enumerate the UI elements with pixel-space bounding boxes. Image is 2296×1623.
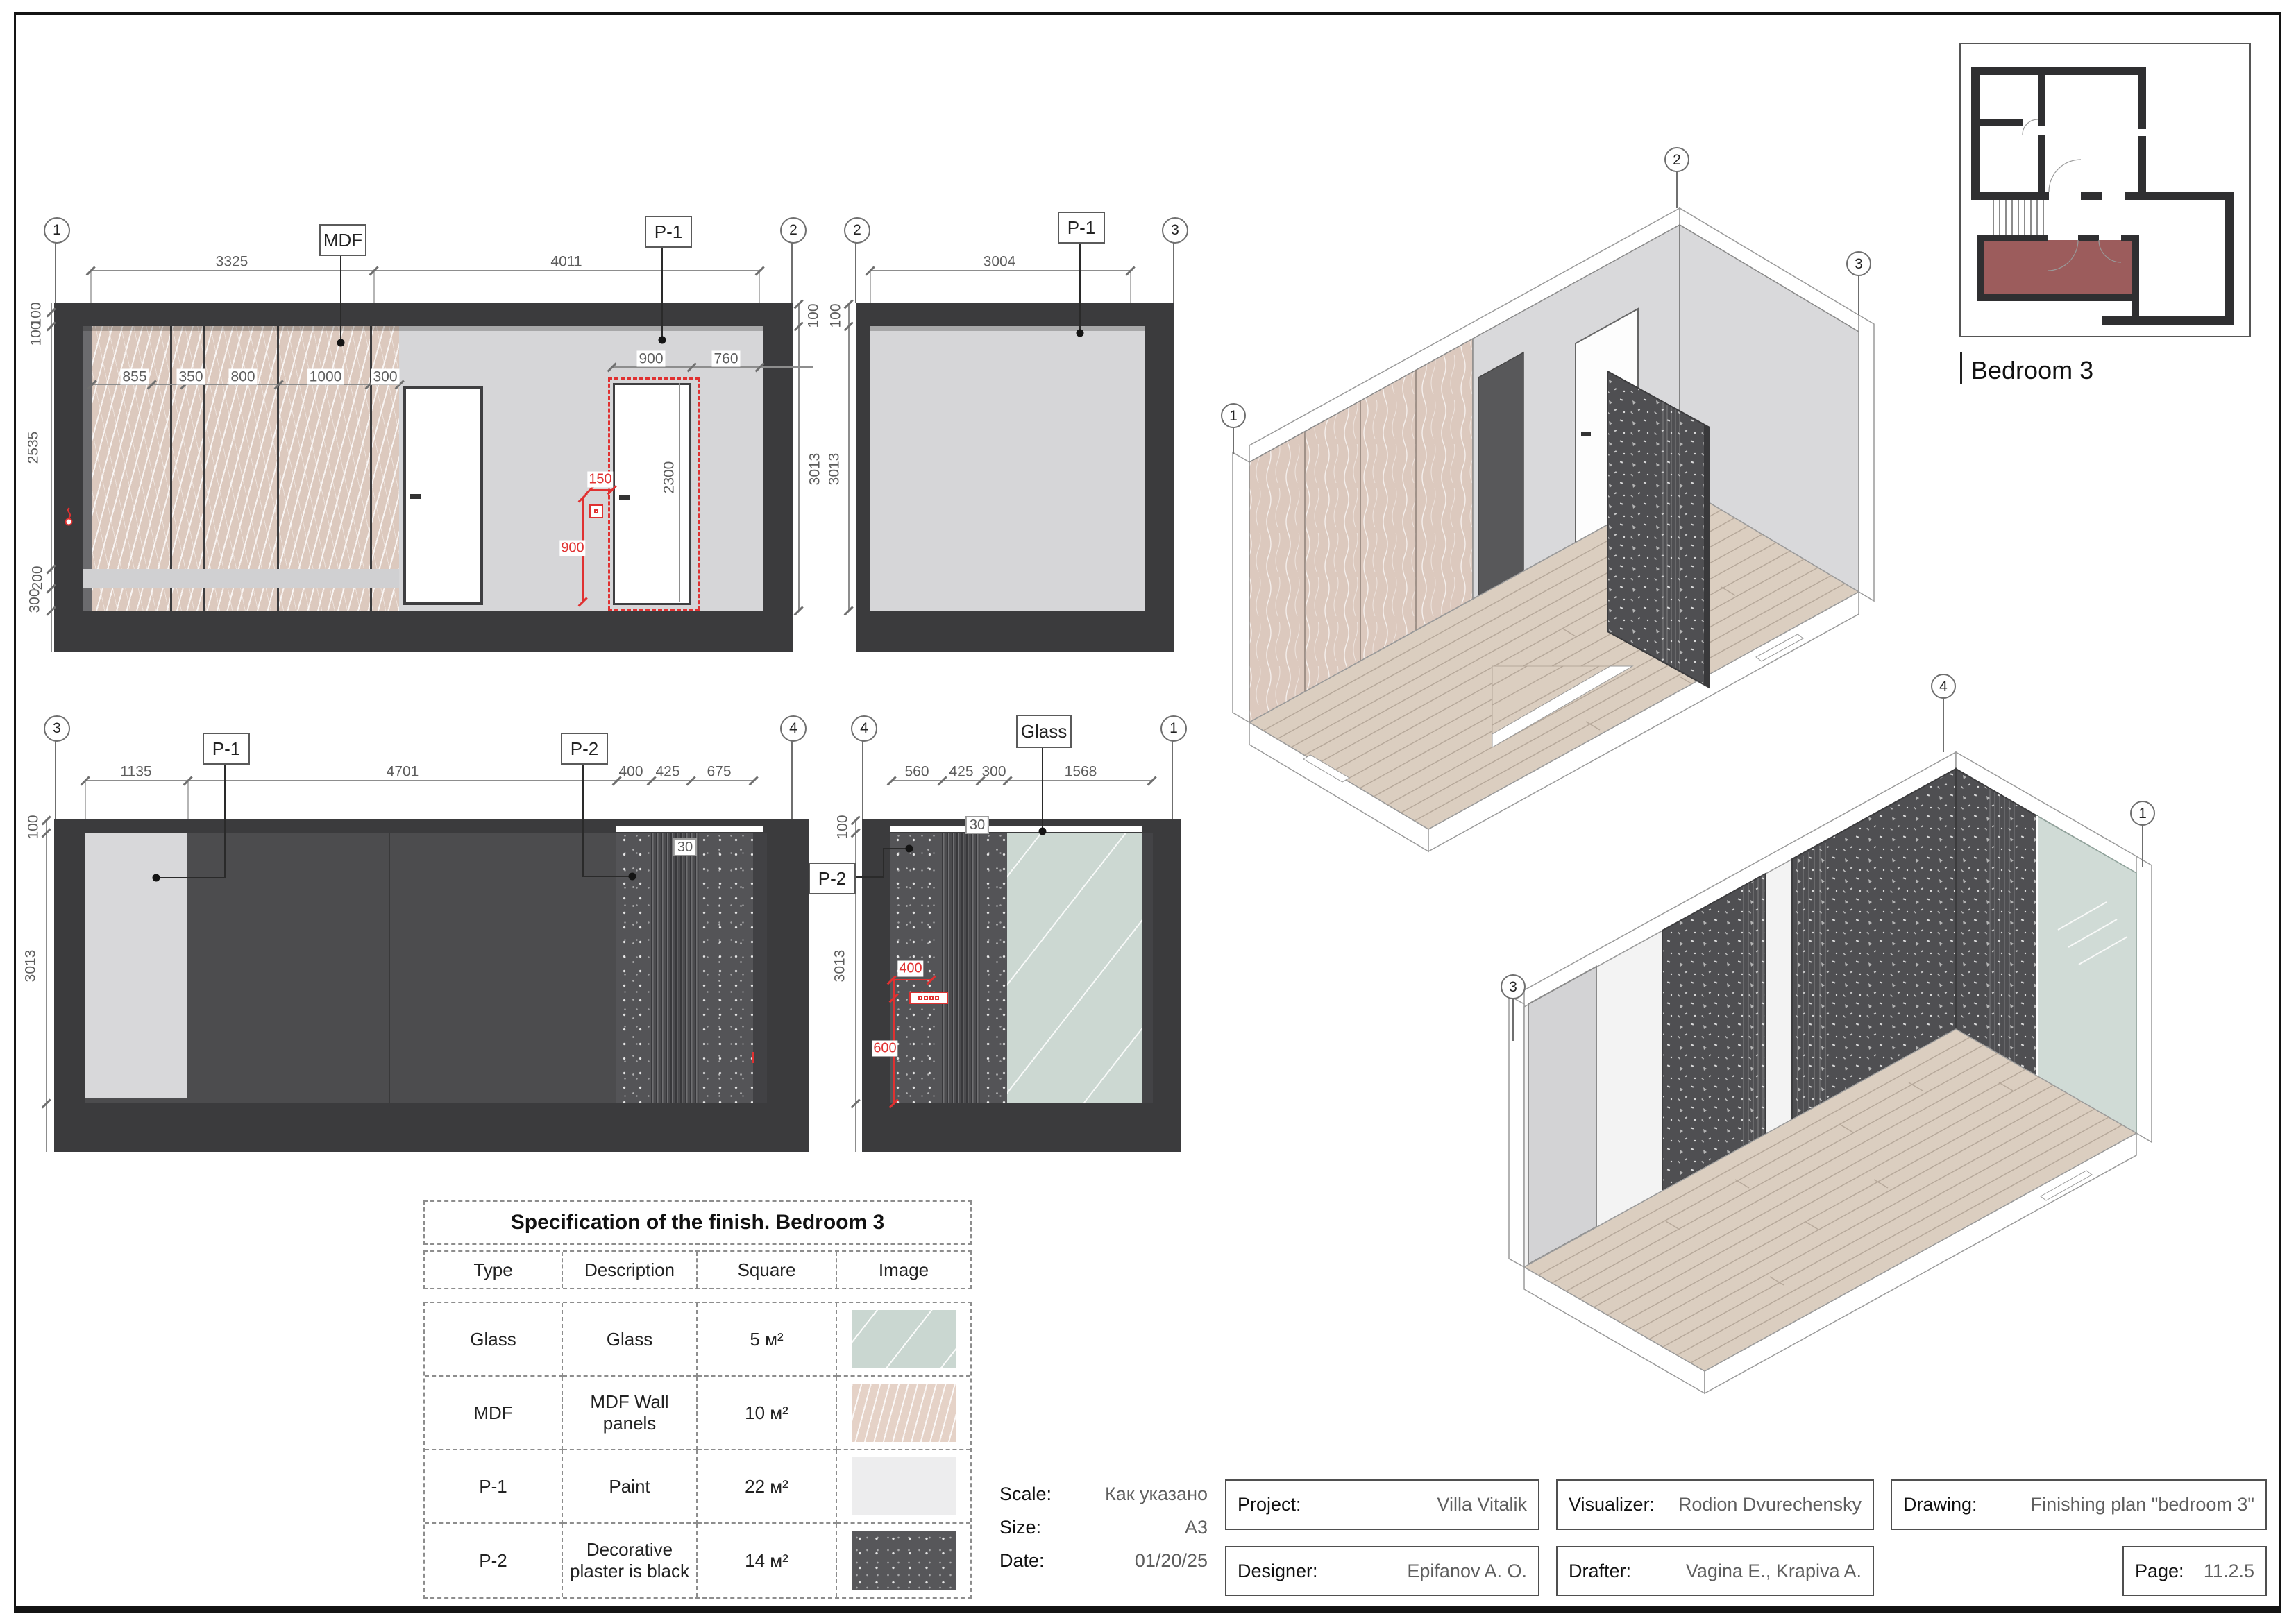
ext-line [187,782,189,819]
iso-plaster-corner [1956,769,2037,1076]
red-dim-label: 900 [561,540,584,556]
dim-label: 350 [176,368,205,384]
dim-line [798,303,800,611]
leader-line [1079,241,1081,332]
spec-table-body [423,1302,972,1599]
paint-swatch [852,1457,956,1515]
leader-line [883,848,884,878]
titleblock-project [1225,1479,1539,1530]
spec-cell-image [837,1524,970,1597]
titleblock-date [999,1550,1208,1571]
dim-label: 100 [827,303,844,328]
dim-line [90,270,759,271]
glass-frame [1142,833,1153,1103]
finish-tag-p2: P-2 [561,733,608,765]
drawing-label: Drawing: [1903,1494,1977,1515]
designer-label: Designer: [1238,1560,1318,1581]
marker-leader [855,241,856,303]
spec-cell-type: MDF [425,1377,563,1450]
dim-label: 4011 [550,253,582,270]
led-strip [616,826,763,832]
size-value: A3 [1184,1516,1208,1538]
titleblock-drafter [1556,1546,1874,1596]
titleblock-designer [1225,1546,1539,1596]
spec-cell-image [837,1303,970,1377]
drawing-value: Finishing plan "bedroom 3" [2030,1494,2254,1515]
dim-label: 900 [636,350,665,366]
marker-leader [55,739,56,819]
leader-line [156,877,226,878]
dim-label: 3013 [832,949,848,983]
dim-label: 425 [949,763,974,780]
dim-line [891,780,1151,781]
panel-seam [389,833,390,1103]
spec-col-header: Type [425,1252,563,1288]
dim-label: 100 [25,815,42,840]
spec-cell-image [837,1450,970,1524]
view-marker: 2 [1673,152,1681,168]
paint-field [870,326,1145,611]
red-dim-label: 150 [589,471,612,487]
spec-cell-desc: Glass [563,1303,698,1377]
iso-dark-door-panel [1478,352,1523,596]
highlighted-room [1982,240,2134,296]
visualizer-value: Rodion Dvurechensky [1678,1494,1862,1515]
spec-cell-square: 5 м² [698,1303,837,1377]
titleblock-visualizer [1556,1479,1874,1530]
dim-label: 3013 [22,949,39,983]
key-plan-frame [1959,43,2251,337]
view-marker: 1 [1229,408,1238,424]
spec-cell-type: Glass [425,1303,563,1377]
dim-label: 1000 [307,368,344,384]
red-mark [752,1052,754,1063]
plaster-swatch [852,1531,956,1590]
slat-tag: 30 [673,838,697,856]
dim-label: 2300 [661,461,677,494]
grid-marker: 4 [851,715,877,742]
spec-cell-desc: MDF Wall panels [563,1377,698,1450]
finish-tag-glass: Glass [1016,715,1072,748]
plaster-field [616,833,753,1103]
leader-line [582,762,584,877]
page-value: 11.2.5 [2203,1560,2254,1581]
dim-label: 100 [28,321,44,346]
dim-label: 425 [655,763,680,780]
dim-label: 3004 [983,253,1016,270]
spec-cell-type: P-2 [425,1524,563,1597]
dim-label: 300 [981,763,1006,780]
spec-col-header: Image [878,1259,929,1280]
marker-leader [791,241,793,303]
grid-marker: 4 [780,715,807,742]
dim-label: 675 [707,763,732,780]
designer-value: Epifanov A. O. [1407,1560,1527,1581]
elevation-1-2 [54,303,793,652]
spec-cell-image [837,1377,970,1450]
leader-line [853,876,883,878]
scale-value: Как указано [1105,1483,1208,1504]
leader-line [340,253,341,341]
titleblock-drawing [1891,1479,2267,1530]
leader-line [1042,745,1043,830]
ext-line [870,272,871,303]
dim-label: 760 [711,350,740,366]
view-marker: 1 [2138,806,2147,822]
spec-cell-type: P-1 [425,1450,563,1524]
slat-tag: 30 [965,816,989,834]
dim-label: 100 [805,303,822,328]
isometric-view-2 [1485,659,2172,1429]
marker-leader [55,241,56,303]
elevation-3-4 [54,819,809,1152]
iso-gray-panel [1528,967,1596,1264]
size-label: Size: [999,1516,1042,1538]
slat-section [942,833,980,1103]
finish-tag-p1: P-1 [645,216,692,248]
spec-cell-square: 10 м² [698,1377,837,1450]
view-marker: 3 [1509,979,1517,995]
drafter-value: Vagina E., Krapiva A. [1685,1560,1862,1581]
ext-line [759,272,760,303]
red-dim-label: 600 [873,1040,897,1056]
glass-swatch [852,1310,956,1368]
red-dim-label: 400 [899,960,922,976]
iso-panel-edge [1704,425,1710,688]
marker-leader [1173,241,1174,303]
socket-icon [589,504,603,518]
plan-stairs [1993,200,2043,235]
wall-edge-strip [753,833,767,1103]
leader-dot [337,339,345,347]
mdf-light-band [83,569,399,588]
leader-dot [629,873,636,881]
grid-marker: 1 [44,217,70,244]
grid-marker: 2 [780,217,807,244]
finish-tag-p1: P-1 [203,733,250,765]
spec-col-header: Square [698,1252,837,1288]
leader-line [224,762,226,878]
glass-panel [1007,833,1142,1103]
switch-symbol [62,507,75,527]
dim-label: 1135 [120,763,152,780]
dim-label: 2535 [25,431,42,464]
dim-label: 100 [28,302,44,327]
dim-label: 1568 [1064,763,1097,780]
marker-leader [791,739,793,819]
iso-plaster-panel [1607,371,1710,688]
leader-line [883,848,908,849]
dim-line [870,270,1130,271]
socket-strip-icon [909,992,948,1004]
ext-line [90,272,92,303]
leader-line [582,876,631,877]
dim-label: 560 [904,763,929,780]
date-value: 01/20/25 [1134,1549,1208,1571]
finish-tag-p2: P-2 [809,863,856,894]
grid-marker: 2 [844,217,870,244]
grid-marker: 3 [1162,217,1188,244]
grid-marker: 3 [44,715,70,742]
leader-dot [659,337,666,344]
wall-edge-strip [83,326,92,611]
door-handle [410,494,421,499]
titleblock-page [2122,1546,2267,1596]
dim-label: 3013 [807,452,823,486]
key-plan [1961,44,2249,336]
leader-dot [1039,828,1047,835]
titleblock-size [999,1517,1208,1538]
drafter-label: Drafter: [1569,1560,1632,1581]
dim-label: 3013 [826,452,843,486]
spec-cell-square: 22 м² [698,1450,837,1524]
marker-leader [1172,739,1173,819]
ext-line [85,782,86,819]
door-handle [1581,432,1591,436]
view-marker: 3 [1855,256,1863,272]
panel-seam [170,326,172,611]
leader-dot [153,874,160,882]
date-label: Date: [999,1549,1045,1571]
finish-tag-mdf: MDF [319,224,366,256]
scale-label: Scale: [999,1483,1052,1504]
visualizer-label: Visualizer: [1569,1494,1655,1515]
elevation-4-1 [862,819,1181,1152]
spec-table-title: Specification of the finish. Bedroom 3 [423,1200,972,1245]
slat-section [651,833,699,1103]
ext-line [373,272,375,303]
elevation-2-3 [856,303,1174,652]
spec-cell-desc: Paint [563,1450,698,1524]
dim-label: 300 [371,368,399,384]
dim-label: 400 [618,763,643,780]
dim-label: 300 [26,588,43,613]
spec-table-header [423,1250,972,1289]
leader-dot [906,845,913,853]
dim-line [848,303,850,611]
grid-marker: 1 [1160,715,1187,742]
dim-label: 800 [228,368,257,384]
plaster-field [980,833,1007,1103]
page-label: Page: [2135,1560,2184,1581]
mdf-swatch [852,1384,956,1442]
plan-room-title: Bedroom 3 [1971,356,2094,384]
leader-line [661,245,663,339]
red-dim-line [891,979,931,980]
finish-tag-p1: P-1 [1058,212,1105,244]
titleblock-scale [999,1484,1208,1504]
project-value: Villa Vitalik [1437,1494,1527,1515]
dim-line [51,303,52,652]
dim-label: 4701 [386,763,419,780]
project-label: Project: [1238,1494,1301,1515]
spec-cell-square: 14 м² [698,1524,837,1597]
p1-panel [85,833,187,1098]
leader-dot [1077,330,1084,337]
spec-cell-desc: Decorative plaster is black [563,1524,698,1597]
adjacent-floor-fragment [1492,666,1632,747]
dim-label: 855 [120,368,149,384]
dim-label: 100 [834,815,851,840]
ceiling-shadow [870,326,1145,331]
door-opening-dashed [608,377,700,611]
view-marker: 4 [1939,679,1948,695]
plan-label-bar [1960,352,1962,384]
red-dim-line [589,489,611,491]
led-strip [890,826,1142,832]
dim-label: 200 [29,566,46,590]
door-1 [403,386,483,605]
spec-col-header: Description [563,1252,698,1288]
ext-line [1130,272,1131,303]
marker-leader [862,739,863,819]
dim-label: 3325 [215,253,248,270]
panel-seam [277,326,279,611]
